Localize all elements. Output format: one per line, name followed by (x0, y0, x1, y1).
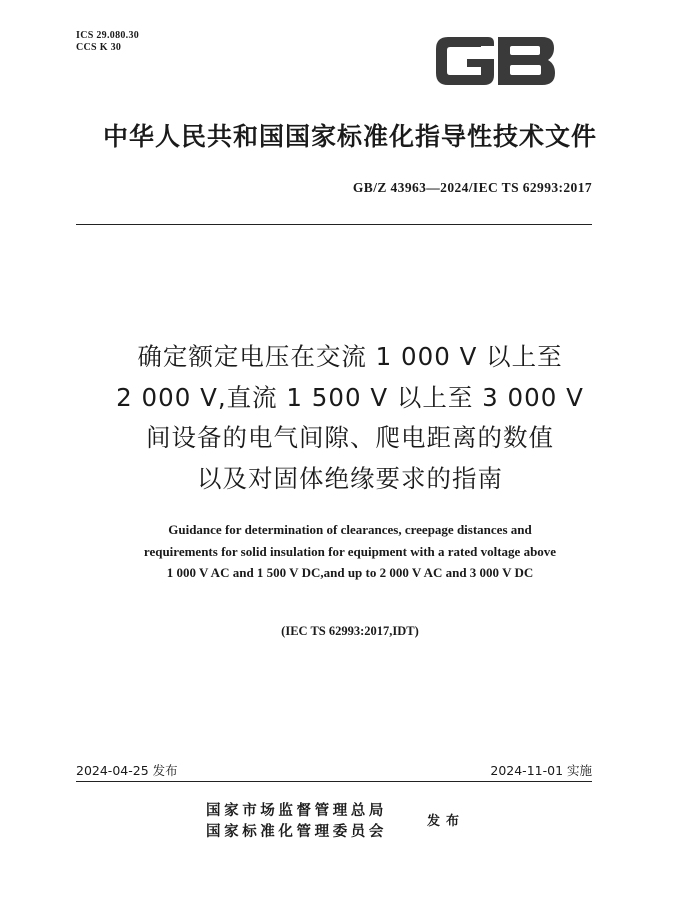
implementation-date: 2024-11-01 实施 (490, 763, 592, 778)
document-type-heading: 中华人民共和国国家标准化指导性技术文件 (102, 122, 597, 151)
chinese-title-line-2: 2 000 V,直流 1 500 V 以上至 3 000 V (116, 382, 584, 412)
chinese-title (60, 337, 640, 499)
ccs-code: CCS K 30 (76, 42, 122, 53)
adoption-note: (IEC TS 62993:2017,IDT) (281, 624, 419, 638)
standard-number: GB/Z 43963—2024/IEC TS 62993:2017 (352, 180, 592, 195)
issuer-samr: 国家市场监督管理总局 (206, 802, 387, 819)
chinese-title-line-4: 以及对固体绝缘要求的指南 (197, 463, 503, 493)
english-title-line-1: Guidance for determination of clearances, creepage distances and (168, 522, 532, 537)
publish-label: 发布 (427, 814, 466, 829)
english-title-line-3: 1 000 V AC and 1 500 V DC,and up to 2 000 V AC and 3 000 V DC (166, 565, 534, 580)
issue-date: 2024-04-25 发布 (76, 763, 178, 778)
ics-code: ICS 29.080.30 (76, 30, 140, 41)
top-divider (76, 224, 592, 225)
issuer-sac: 国家标准化管理委员会 (206, 823, 387, 840)
english-title (40, 519, 660, 584)
chinese-title-line-3: 间设备的电气间隙、爬电距离的数值 (146, 423, 554, 452)
english-title-line-2: requirements for solid insulation for equipment with a rated voltage above (143, 543, 557, 559)
bottom-divider (76, 781, 592, 782)
chinese-title-line-1: 确定额定电压在交流 1 000 V 以上至 (137, 342, 563, 371)
gb-logo (434, 35, 558, 87)
